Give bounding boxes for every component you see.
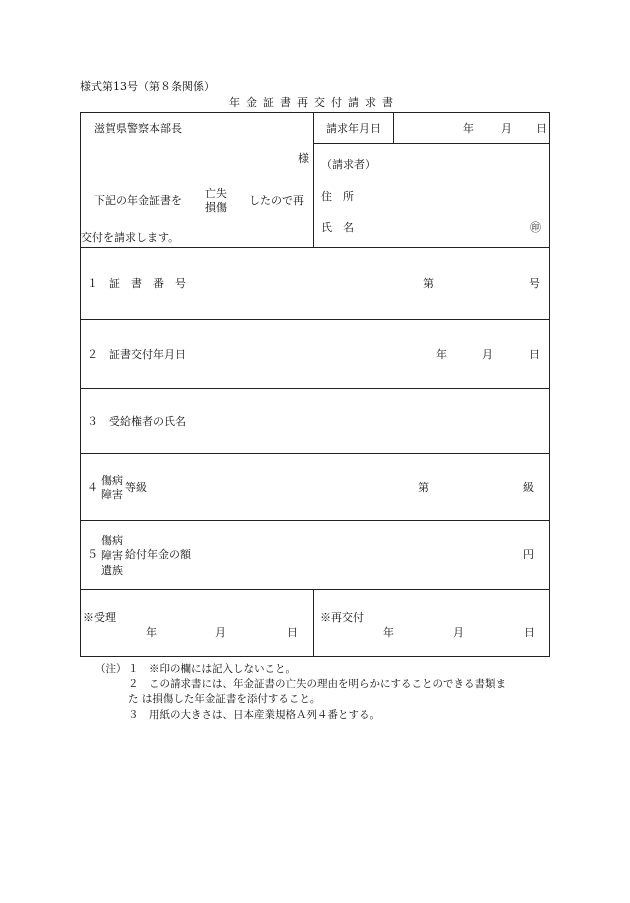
issue-month: 月 xyxy=(482,348,493,361)
honorific: 様 xyxy=(298,152,309,165)
divider xyxy=(80,453,550,454)
grade-suffix: 等級 xyxy=(125,481,147,494)
form-title: 年金証書再交付請求書 xyxy=(229,96,399,109)
beneficiary-name-label: ３ 受給権者の氏名 xyxy=(87,415,186,428)
request-year: 年 xyxy=(463,122,474,135)
pension-option-injury: 傷病 xyxy=(101,534,123,547)
divider xyxy=(313,143,550,144)
body-text-suffix: したので再 xyxy=(249,194,304,207)
note-2-text-cont: た は損傷した年金証書を添付すること。 xyxy=(128,693,321,705)
seal-mark: ㊞ xyxy=(530,221,541,234)
address-label: 住 所 xyxy=(321,190,354,203)
addressee: 滋賀県警察本部長 xyxy=(94,122,182,135)
grade-option-injury: 傷病 xyxy=(101,474,123,487)
notes-prefix: （注） xyxy=(95,663,127,675)
note-3-text: 用紙の大きさは、日本産業規格Ａ列４番とする。 xyxy=(149,709,380,721)
requester-label: （請求者） xyxy=(321,158,376,171)
divider xyxy=(80,247,550,248)
note-2-text: この請求書には、年金証書の亡失の理由を明らかにすることのできる書類ま xyxy=(149,678,506,690)
grade-kyu: 級 xyxy=(523,481,534,494)
body-text-line2: 交付を請求します。 xyxy=(81,231,180,244)
pension-num: ５ xyxy=(87,548,98,561)
received-year: 年 xyxy=(146,626,157,639)
reissued-year: 年 xyxy=(383,626,394,639)
divider xyxy=(313,589,314,657)
grade-options xyxy=(101,474,123,502)
request-day: 日 xyxy=(536,122,547,135)
issue-day: 日 xyxy=(529,348,540,361)
divider xyxy=(393,112,394,143)
received-day: 日 xyxy=(287,626,298,639)
issue-year: 年 xyxy=(436,348,447,361)
pension-unit: 円 xyxy=(523,548,534,561)
reissued-label: ※再交付 xyxy=(320,611,364,624)
note-3-num: ３ xyxy=(128,709,139,721)
divider xyxy=(80,319,550,320)
body-text-prefix: 下記の年金証書を xyxy=(94,194,182,207)
note-1-num: １ xyxy=(128,663,139,675)
request-date-label: 請求年月日 xyxy=(326,122,381,135)
reason-lost: 亡失 xyxy=(205,187,227,200)
divider xyxy=(313,112,314,247)
pension-option-survivor: 遺族 xyxy=(101,564,123,577)
form-number: 様式第13号（第８条関係） xyxy=(80,80,215,93)
pension-suffix: 給付年金の額 xyxy=(125,548,191,561)
request-month: 月 xyxy=(501,122,512,135)
reason-damaged: 損傷 xyxy=(205,201,227,214)
reissued-month: 月 xyxy=(453,626,464,639)
pension-options xyxy=(101,533,123,578)
certificate-number-label: １ 証 書 番 号 xyxy=(87,277,186,290)
grade-num: ４ xyxy=(87,481,98,494)
reason-options xyxy=(205,187,227,215)
note-1-text: ※印の欄には記入しないこと。 xyxy=(149,663,296,675)
grade-option-disability: 障害 xyxy=(101,488,123,501)
divider xyxy=(80,589,550,590)
grade-dai: 第 xyxy=(418,481,429,494)
name-label: 氏 名 xyxy=(321,221,354,234)
note-2-num: ２ xyxy=(128,678,139,690)
reissued-day: 日 xyxy=(524,626,535,639)
pension-option-disability: 障害 xyxy=(101,549,123,562)
divider xyxy=(80,520,550,521)
certificate-number-dai: 第 xyxy=(423,277,434,290)
received-month: 月 xyxy=(215,626,226,639)
divider xyxy=(80,388,550,389)
certificate-number-go: 号 xyxy=(529,277,540,290)
received-label: ※受理 xyxy=(83,611,116,624)
issue-date-label: ２ 証書交付年月日 xyxy=(87,348,186,361)
